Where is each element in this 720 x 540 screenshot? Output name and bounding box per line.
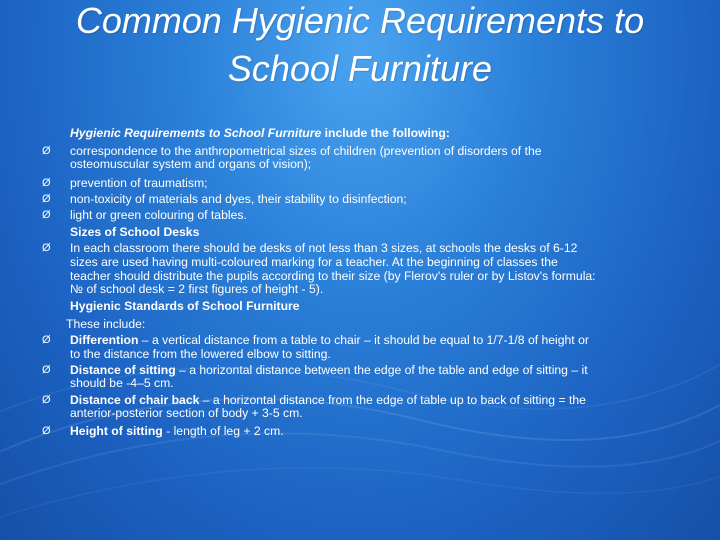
standards-heading: Hygienic Standards of School Furniture	[70, 299, 300, 313]
arrow-bullet-icon: Ø	[42, 425, 51, 437]
arrow-bullet-icon: Ø	[42, 394, 51, 406]
these-include-label: These include:	[66, 317, 146, 331]
requirement-line: prevention of traumatism;	[70, 176, 208, 190]
slide-title-line-1: Common Hygienic Requirements to	[75, 0, 645, 41]
standard-line-cont: should be -4–5 cm.	[70, 376, 174, 390]
standard-term: Height of sitting	[70, 424, 163, 438]
standard-line-cont: to the distance from the lowered elbow to sitting.	[70, 347, 331, 361]
sizes-heading: Sizes of School Desks	[70, 225, 200, 239]
sizes-line: № of school desk = 2 first figures of height - 5).	[70, 282, 324, 296]
standard-definition: - length of leg + 2 cm.	[162, 424, 284, 438]
requirement-line: light or green colouring of tables.	[70, 208, 247, 222]
standard-definition: – a horizontal distance from the edge of table up to back of sitting = the	[199, 393, 586, 407]
standard-term: Distance of sitting	[70, 363, 176, 377]
arrow-bullet-icon: Ø	[42, 145, 51, 157]
intro-rest: include the following:	[321, 126, 450, 140]
arrow-bullet-icon: Ø	[42, 364, 51, 376]
standard-line	[70, 334, 690, 347]
requirement-line: osteomuscular system and organs of vision);	[70, 157, 312, 171]
sizes-line: teacher should distribute the pupils according to their size (by Flerov's ruler or by Listov's formula:	[70, 269, 596, 283]
requirement-line: correspondence to the anthropometrical sizes of children (prevention of disorders of the	[70, 144, 542, 158]
standard-term: Distance of chair back	[70, 393, 200, 407]
standard-definition: – a vertical distance from a table to chair – it should be equal to 1/7-1/8 of height or	[138, 333, 589, 347]
arrow-bullet-icon: Ø	[42, 193, 51, 205]
requirement-line: non-toxicity of materials and dyes, their stability to disinfection;	[70, 192, 407, 206]
standard-term: Differention	[70, 333, 139, 347]
intro-emphasis: Hygienic Requirements to School Furniture	[70, 126, 322, 140]
arrow-bullet-icon: Ø	[42, 209, 51, 221]
standard-definition: – a horizontal distance between the edge of the table and edge of sitting – it	[175, 363, 588, 377]
sizes-line: In each classroom there should be desks of not less than 3 sizes, at schools the desks of 6-12	[70, 241, 578, 255]
standard-line-cont: anterior-posterior section of body + 3-5 cm.	[70, 406, 303, 420]
arrow-bullet-icon: Ø	[42, 177, 51, 189]
slide-title-line-2: School Furniture	[227, 48, 493, 89]
intro-line	[70, 127, 690, 140]
arrow-bullet-icon: Ø	[42, 242, 51, 254]
standard-line	[70, 425, 690, 438]
arrow-bullet-icon: Ø	[42, 334, 51, 346]
sizes-line: sizes are used having multi-coloured marking for a teacher. At the beginning of classes the	[70, 255, 558, 269]
